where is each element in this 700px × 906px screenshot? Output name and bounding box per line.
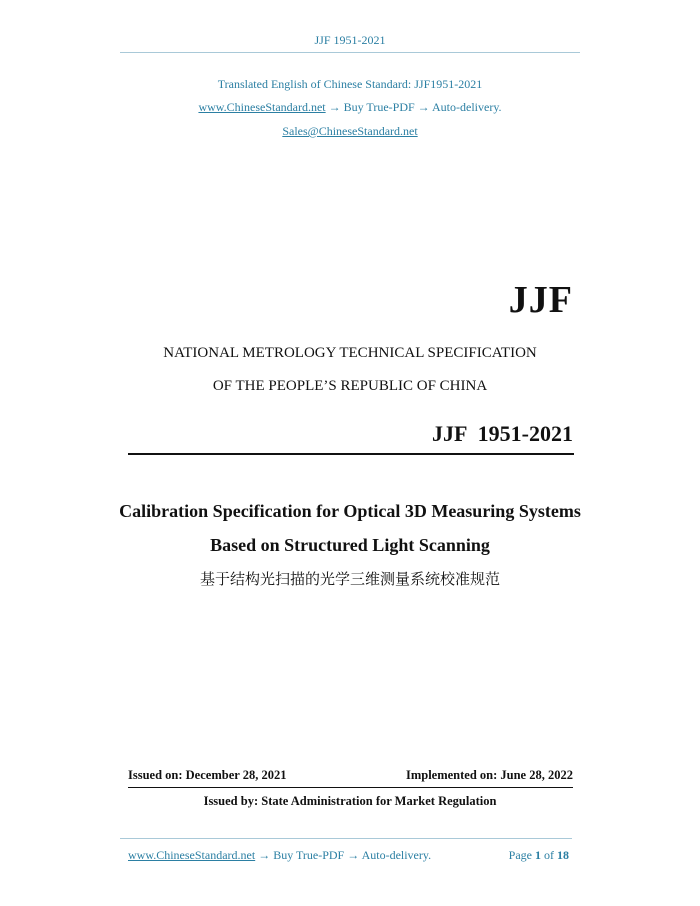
email-line: [0, 124, 700, 139]
issued-by: Issued by: State Administration for Market Regulation: [203, 794, 497, 808]
site-link[interactable]: www.ChineseStandard.net: [198, 100, 326, 114]
english-title-line-2: Based on Structured Light Scanning: [210, 535, 490, 555]
footer-site-link[interactable]: www.ChineseStandard.net: [128, 848, 256, 862]
authority-line-1: NATIONAL METROLOGY TECHNICAL SPECIFICATION: [163, 345, 537, 361]
issue-divider: [128, 787, 573, 788]
english-title-line-1: Calibration Specification for Optical 3D Measuring Systems: [119, 501, 581, 521]
header-divider: [120, 52, 580, 53]
title-divider: [128, 453, 574, 455]
purchase-suffix: → Buy True-PDF → Auto-delivery.: [325, 100, 502, 114]
footer-purchase-suffix: → Buy True-PDF → Auto-delivery.: [255, 848, 432, 862]
purchase-line: [0, 100, 700, 115]
jjf-logo: JJF: [508, 279, 573, 321]
page-of: of: [544, 848, 554, 862]
standard-number: JJF 1951-2021: [432, 421, 573, 446]
translation-notice: Translated English of Chinese Standard: JJF1951-2021: [217, 77, 483, 91]
chinese-title: 基于结构光扫描的光学三维测量系统校准规范: [199, 570, 500, 588]
implemented-on: Implemented on: June 28, 2022: [405, 768, 573, 782]
page-indicator: [509, 848, 569, 863]
email-link[interactable]: Sales@ChineseStandard.net: [282, 124, 418, 138]
page-current: 1: [535, 848, 541, 862]
running-header: JJF 1951-2021: [314, 33, 386, 47]
authority-line-2: OF THE PEOPLE’S REPUBLIC OF CHINA: [212, 378, 488, 394]
issued-on: Issued on: December 28, 2021: [128, 768, 287, 782]
footer-purchase-line: [128, 848, 431, 863]
page-total: 18: [557, 848, 569, 862]
page-label: Page: [508, 848, 532, 862]
footer-divider: [120, 838, 572, 839]
